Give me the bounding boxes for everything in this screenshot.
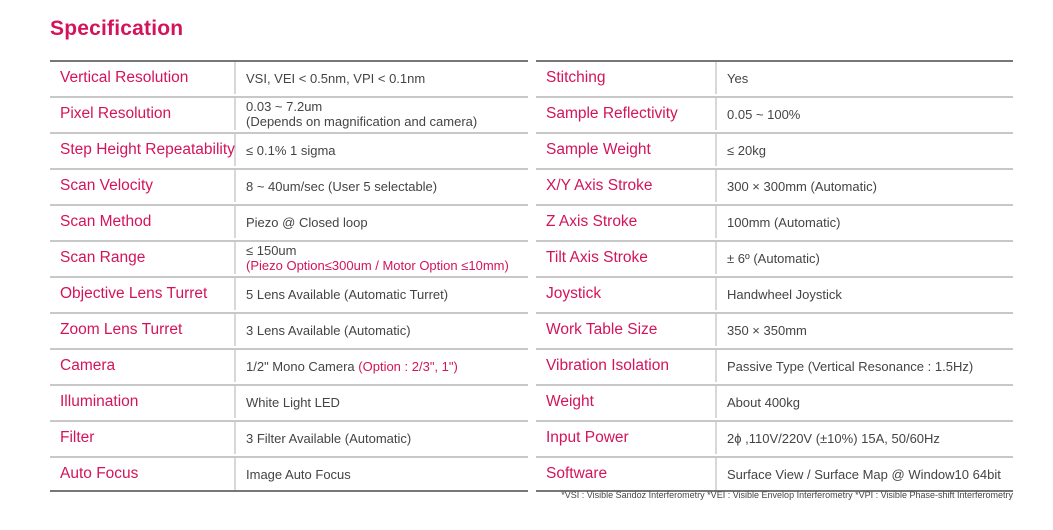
- spec-label: Camera: [50, 350, 236, 382]
- spec-row: [536, 384, 1013, 418]
- spec-value: [236, 99, 528, 129]
- spec-row: [50, 168, 528, 202]
- spec-row: [50, 132, 528, 166]
- spec-label: Objective Lens Turret: [50, 278, 236, 310]
- spec-value: 300 × 300mm (Automatic): [727, 178, 877, 194]
- spec-row: [536, 168, 1013, 202]
- spec-table-left: [50, 60, 528, 494]
- spec-row: [536, 348, 1013, 382]
- spec-label: X/Y Axis Stroke: [536, 170, 717, 202]
- spec-value: Yes: [727, 70, 749, 86]
- footnote: *VSI : Visible Sandoz Interferometry *VEI : Visible Envelop Interferometry *VPI : Visible Phase-shift Interferometry: [561, 490, 1013, 500]
- spec-label: Illumination: [50, 386, 236, 418]
- spec-row: [536, 132, 1013, 166]
- spec-value: Handwheel Joystick: [727, 286, 842, 302]
- spec-row: [50, 312, 528, 346]
- spec-value: ≤ 20kg: [727, 142, 766, 158]
- spec-value: 350 × 350mm: [727, 322, 807, 338]
- spec-row: [50, 276, 528, 310]
- spec-row: [50, 348, 528, 382]
- spec-value: 5 Lens Available (Automatic Turret): [246, 286, 449, 302]
- spec-value-note: (Depends on magnification and camera): [246, 114, 478, 129]
- spec-label: Zoom Lens Turret: [50, 314, 236, 346]
- spec-label: Scan Range: [50, 242, 236, 274]
- spec-row: [536, 456, 1013, 492]
- spec-label: Auto Focus: [50, 458, 236, 490]
- spec-value: [236, 359, 528, 374]
- spec-label: Z Axis Stroke: [536, 206, 717, 238]
- spec-value: About 400kg: [727, 394, 801, 410]
- spec-value-option: (Option : 2/3", 1"): [358, 358, 458, 374]
- spec-value: 3 Lens Available (Automatic): [246, 322, 411, 338]
- spec-value: 100mm (Automatic): [727, 214, 841, 230]
- spec-row: [536, 240, 1013, 274]
- spec-value: Passive Type (Vertical Resonance : 1.5Hz): [727, 358, 974, 374]
- spec-row: [536, 60, 1013, 94]
- spec-row: [536, 420, 1013, 454]
- spec-row: [536, 312, 1013, 346]
- spec-label: Sample Reflectivity: [536, 98, 717, 130]
- spec-value: Surface View / Surface Map @ Window10 64bit: [727, 466, 1001, 482]
- spec-row: [536, 96, 1013, 130]
- spec-row: [50, 60, 528, 94]
- spec-value: Piezo @ Closed loop: [246, 214, 368, 230]
- spec-label: Stitching: [536, 62, 717, 94]
- spec-label: Filter: [50, 422, 236, 454]
- spec-label: Scan Method: [50, 206, 236, 238]
- spec-row: [536, 276, 1013, 310]
- spec-row: [50, 384, 528, 418]
- spec-label: Vertical Resolution: [50, 62, 236, 94]
- spec-value: VSI, VEI < 0.5nm, VPI < 0.1nm: [246, 70, 426, 86]
- spec-value: 3 Filter Available (Automatic): [246, 430, 412, 446]
- spec-label: Step Height Repeatability: [50, 134, 236, 166]
- spec-row: [50, 204, 528, 238]
- spec-value-option: (Piezo Option≤300um / Motor Option ≤10mm): [246, 258, 509, 273]
- spec-row: [536, 204, 1013, 238]
- spec-row: [50, 420, 528, 454]
- spec-row: [50, 456, 528, 492]
- spec-value: 8 ~ 40um/sec (User 5 selectable): [246, 178, 438, 194]
- spec-row: [50, 96, 528, 130]
- spec-label: Pixel Resolution: [50, 98, 236, 130]
- spec-value-main: 1/2" Mono Camera: [246, 358, 359, 374]
- spec-value-main: ≤ 150um: [246, 243, 297, 258]
- spec-value: 2ϕ ,110V/220V (±10%) 15A, 50/60Hz: [727, 430, 940, 446]
- spec-table-right: [536, 60, 1013, 494]
- spec-value: ≤ 0.1% 1 sigma: [246, 142, 336, 158]
- spec-label: Work Table Size: [536, 314, 717, 346]
- spec-label: Tilt Axis Stroke: [536, 242, 717, 274]
- spec-value: [236, 243, 528, 273]
- page-title: Specification: [50, 17, 184, 40]
- spec-label: Sample Weight: [536, 134, 717, 166]
- spec-value: 0.05 ~ 100%: [727, 106, 801, 122]
- spec-label: Scan Velocity: [50, 170, 236, 202]
- spec-value-main: 0.03 ~ 7.2um: [246, 99, 323, 114]
- spec-label: Software: [536, 458, 717, 490]
- spec-value: Image Auto Focus: [246, 466, 351, 482]
- spec-row: [50, 240, 528, 274]
- spec-label: Joystick: [536, 278, 717, 310]
- spec-label: Vibration Isolation: [536, 350, 717, 382]
- spec-value: ± 6º (Automatic): [727, 250, 820, 266]
- spec-value: White Light LED: [246, 394, 340, 410]
- spec-label: Input Power: [536, 422, 717, 454]
- spec-label: Weight: [536, 386, 717, 418]
